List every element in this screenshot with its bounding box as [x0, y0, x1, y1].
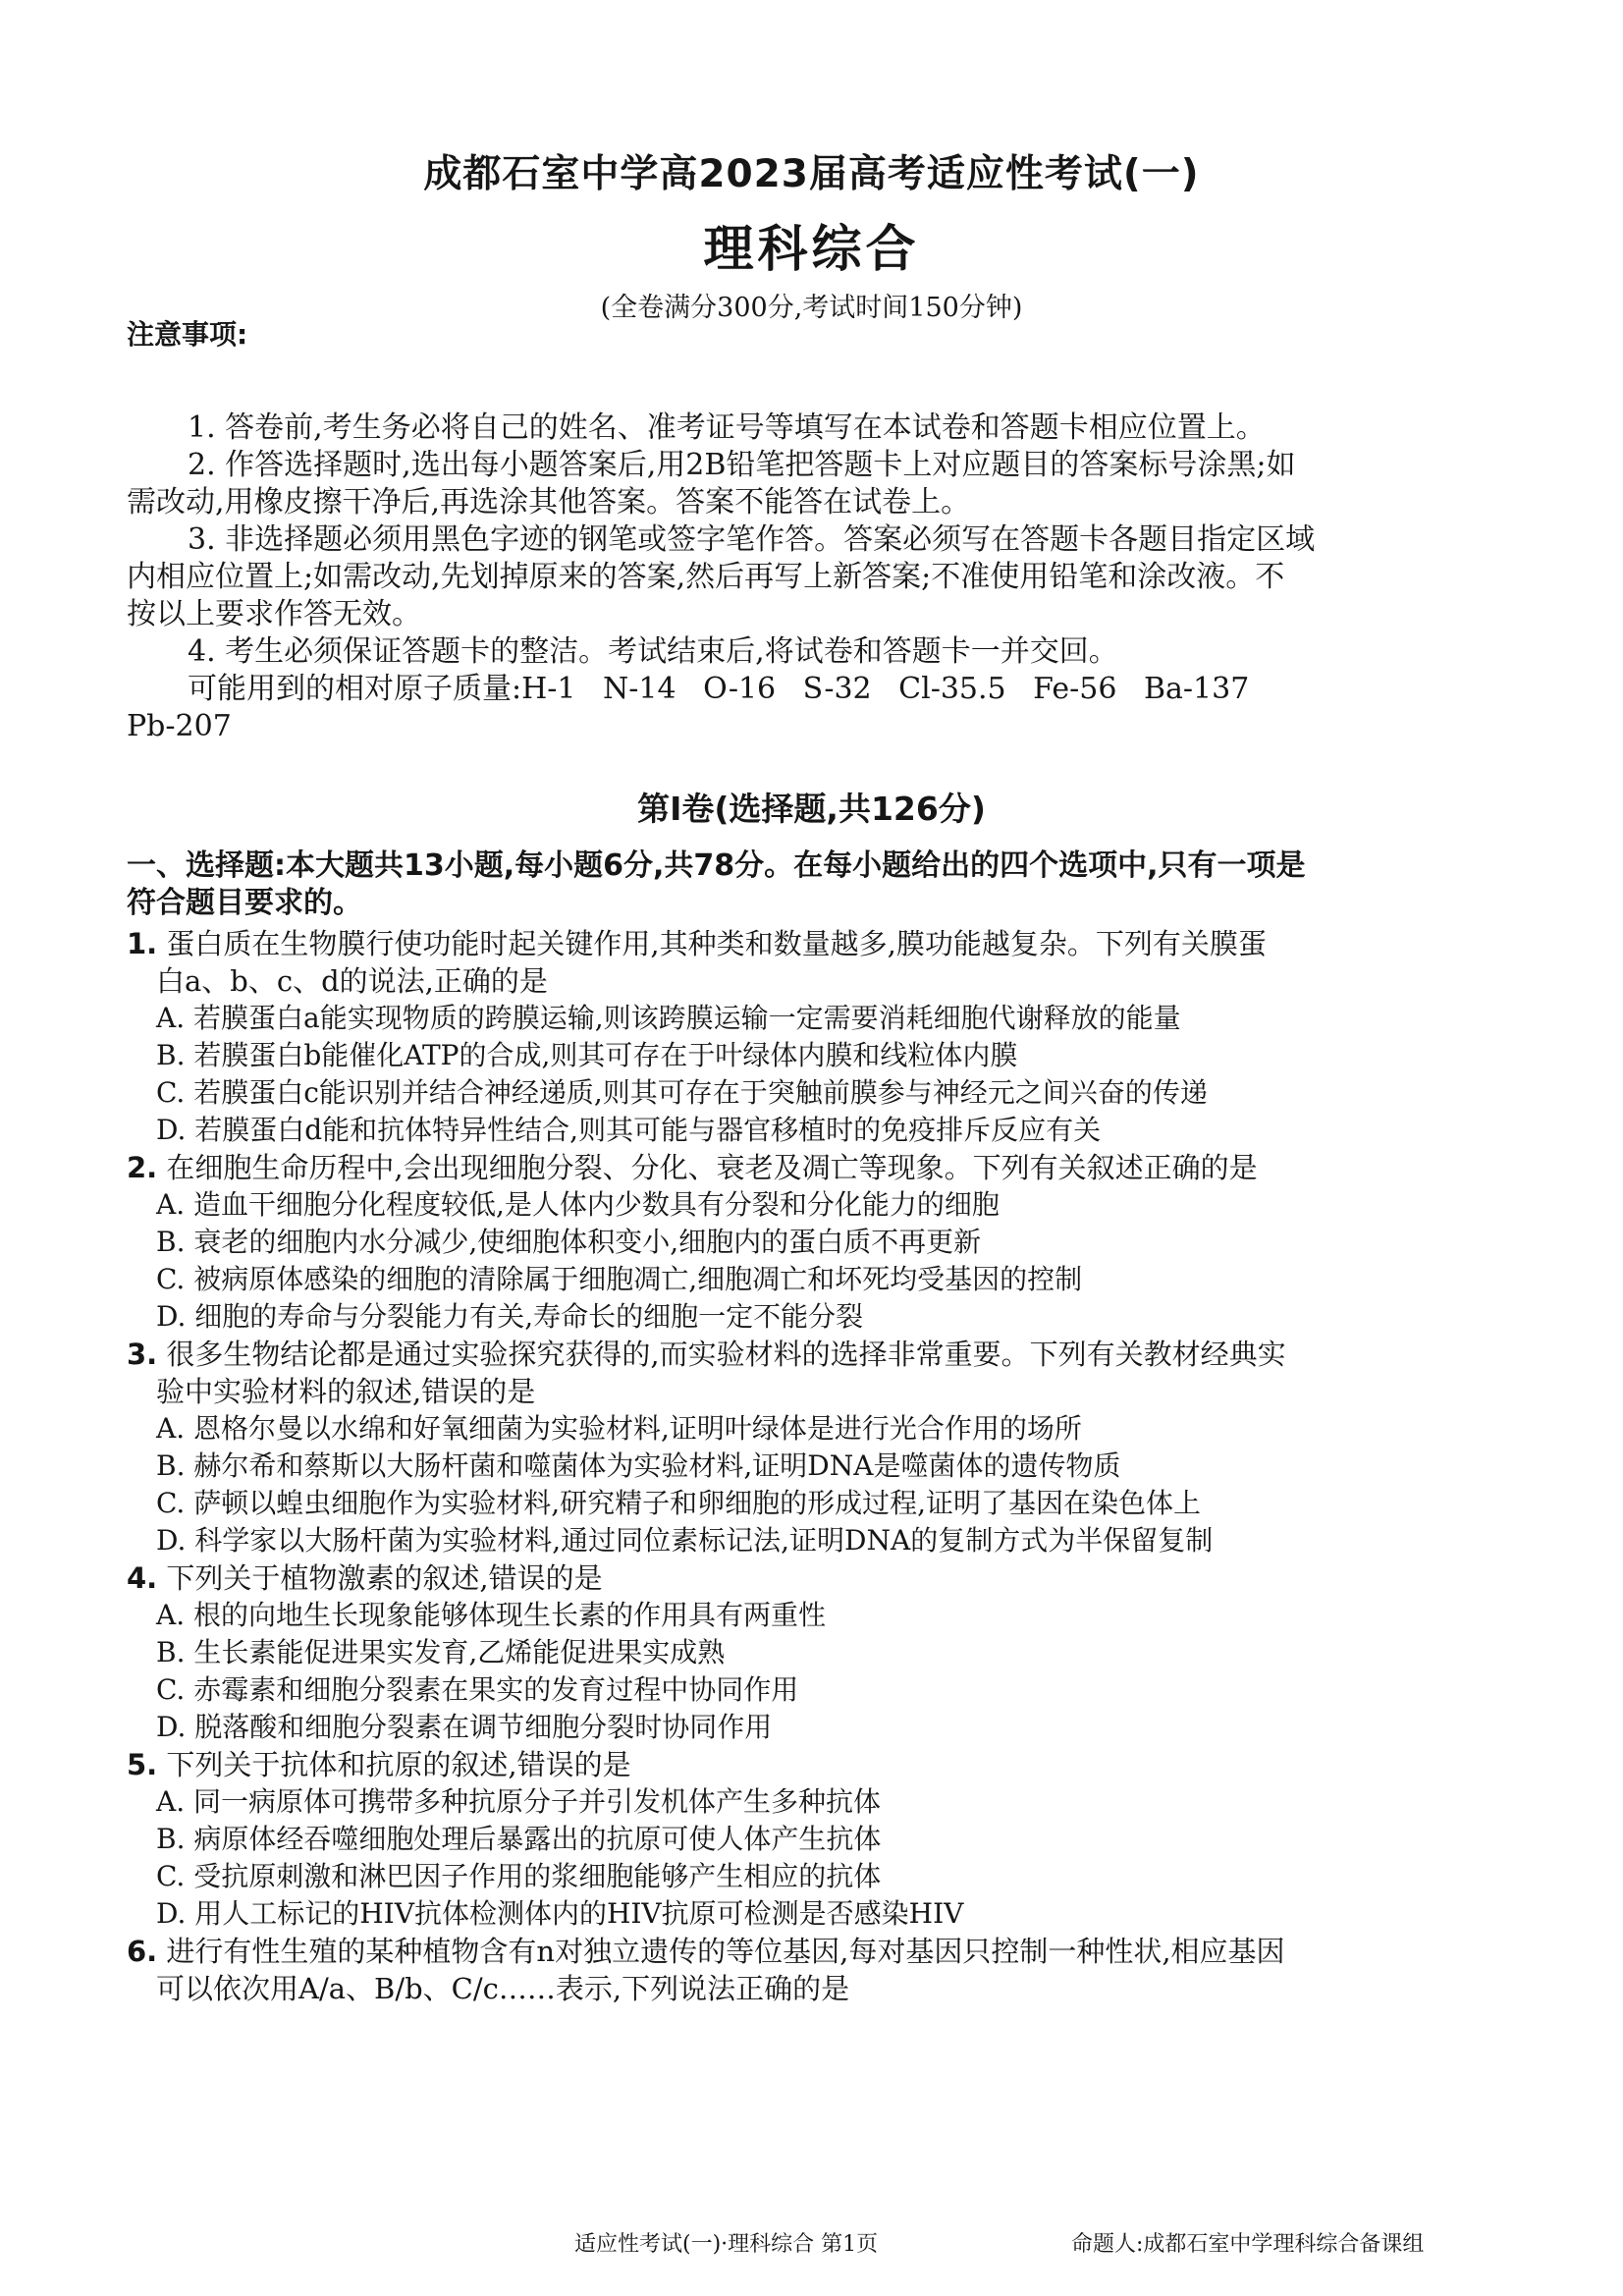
- section-instruction-line-2: 符合题目要求的。: [127, 886, 362, 920]
- question-stem-continued: 白a、b、c、d的说法,正确的是: [156, 964, 548, 998]
- atomic-mass-line-2: Pb-207: [127, 709, 232, 743]
- answer-option: B. 生长素能促进果实发育,乙烯能促进果实成熟: [156, 1636, 726, 1668]
- atomic-mass-line-1: 可能用到的相对原子质量:H-1 N-14 O-16 S-32 Cl-35.5 Fe-56 Ba-137: [188, 672, 1250, 706]
- question-6: [127, 1933, 1501, 2007]
- question-stem: [127, 925, 1501, 962]
- section-instruction-line-1: 一、选择题:本大题共13小题,每小题6分,共78分。在每小题给出的四个选项中,只有一项是: [127, 848, 1306, 883]
- notice-item-4: 4. 考生必须保证答题卡的整洁。考试结束后,将试卷和答题卡一并交回。: [188, 634, 1118, 669]
- question-stem-text: 很多生物结论都是通过实验探究获得的,而实验材料的选择非常重要。下列有关教材经典实: [166, 1338, 1286, 1371]
- answer-option: C. 萨顿以蝗虫细胞作为实验材料,研究精子和卵细胞的形成过程,证明了基因在染色体上: [156, 1487, 1202, 1519]
- question-stem-text: 进行有性生殖的某种植物含有n对独立遗传的等位基因,每对基因只控制一种性状,相应基因: [166, 1935, 1285, 1968]
- answer-option: B. 若膜蛋白b能催化ATP的合成,则其可存在于叶绿体内膜和线粒体内膜: [156, 1039, 1018, 1071]
- answer-option: B. 赫尔希和蔡斯以大肠杆菌和噬菌体为实验材料,证明DNA是噬菌体的遗传物质: [156, 1449, 1121, 1482]
- question-list: [127, 925, 1501, 2007]
- question-stem-text: 下列关于植物激素的叙述,错误的是: [166, 1561, 603, 1595]
- question-stem: [127, 1933, 1501, 1970]
- answer-option: D. 用人工标记的HIV抗体检测体内的HIV抗原可检测是否感染HIV: [156, 1897, 964, 1930]
- question-stem: [127, 1746, 1501, 1783]
- notice-item-2-line-1: 2. 作答选择题时,选出每小题答案后,用2B铅笔把答题卡上对应题目的答案标号涂黑;如: [188, 448, 1296, 482]
- notice-item-3-line-2: 内相应位置上;如需改动,先划掉原来的答案,然后再写上新答案;不准使用铅笔和涂改液。不: [127, 560, 1285, 594]
- answer-option: A. 若膜蛋白a能实现物质的跨膜运输,则该跨膜运输一定需要消耗细胞代谢释放的能量: [156, 1002, 1181, 1034]
- answer-option: C. 赤霉素和细胞分裂素在果实的发育过程中协同作用: [156, 1673, 799, 1706]
- question-stem-continued: 验中实验材料的叙述,错误的是: [156, 1375, 536, 1408]
- notice-heading: 注意事项:: [127, 318, 248, 351]
- answer-option: A. 根的向地生长现象能够体现生长素的作用具有两重性: [156, 1599, 827, 1631]
- answer-option: A. 恩格尔曼以水绵和好氧细菌为实验材料,证明叶绿体是进行光合作用的场所: [156, 1412, 1082, 1445]
- answer-option: D. 若膜蛋白d能和抗体特异性结合,则其可能与器官移植时的免疫排斥反应有关: [156, 1114, 1102, 1146]
- footer-author: 命题人:成都石室中学理科综合备课组: [1071, 2232, 1425, 2257]
- question-stem: [127, 1149, 1501, 1186]
- notice-block: [127, 410, 1482, 745]
- answer-option: A. 造血干细胞分化程度较低,是人体内少数具有分裂和分化能力的细胞: [156, 1188, 1000, 1221]
- question-stem-continued: 可以依次用A/a、B/b、C/c……表示,下列说法正确的是: [156, 1972, 850, 2005]
- answer-option: B. 衰老的细胞内水分减少,使细胞体积变小,细胞内的蛋白质不再更新: [156, 1226, 982, 1258]
- question-stem: [127, 1336, 1501, 1373]
- question-stem-text: 在细胞生命历程中,会出现细胞分裂、分化、衰老及凋亡等现象。下列有关叙述正确的是: [166, 1151, 1258, 1184]
- footer-page-label: 适应性考试(一)·理科综合 第1页: [574, 2232, 879, 2257]
- answer-option: B. 病原体经吞噬细胞处理后暴露出的抗原可使人体产生抗体: [156, 1823, 882, 1855]
- notice-item-2-line-2: 需改动,用橡皮擦干净后,再选涂其他答案。答案不能答在试卷上。: [127, 485, 971, 519]
- question-stem: [127, 1559, 1501, 1597]
- question-number: 1.: [127, 927, 158, 960]
- question-3: [127, 1336, 1501, 1559]
- question-number: 6.: [127, 1935, 158, 1968]
- question-2: [127, 1149, 1501, 1336]
- section-title: 第Ⅰ卷(选择题,共126分): [637, 790, 986, 828]
- exam-meta: (全卷满分300分,考试时间150分钟): [600, 293, 1023, 323]
- section-instruction: [127, 847, 1482, 922]
- answer-option: C. 若膜蛋白c能识别并结合神经递质,则其可存在于突触前膜参与神经元之间兴奋的传递: [156, 1076, 1208, 1109]
- answer-option: D. 细胞的寿命与分裂能力有关,寿命长的细胞一定不能分裂: [156, 1300, 864, 1333]
- question-stem-text: 下列关于抗体和抗原的叙述,错误的是: [166, 1748, 631, 1781]
- notice-item-3-line-3: 按以上要求作答无效。: [127, 597, 421, 631]
- question-5: [127, 1746, 1501, 1933]
- question-number: 3.: [127, 1338, 158, 1371]
- answer-option: C. 受抗原刺激和淋巴因子作用的浆细胞能够产生相应的抗体: [156, 1860, 882, 1892]
- question-4: [127, 1559, 1501, 1746]
- question-stem-text: 蛋白质在生物膜行使功能时起关键作用,其种类和数量越多,膜功能越复杂。下列有关膜蛋: [166, 927, 1267, 960]
- notice-item-1: 1. 答卷前,考生务必将自己的姓名、准考证号等填写在本试卷和答题卡相应位置上。: [188, 410, 1266, 445]
- answer-option: D. 脱落酸和细胞分裂素在调节细胞分裂时协同作用: [156, 1711, 773, 1743]
- question-number: 4.: [127, 1561, 158, 1595]
- answer-option: A. 同一病原体可携带多种抗原分子并引发机体产生多种抗体: [156, 1785, 882, 1818]
- answer-option: C. 被病原体感染的细胞的清除属于细胞凋亡,细胞凋亡和坏死均受基因的控制: [156, 1263, 1083, 1295]
- question-1: [127, 925, 1501, 1149]
- notice-item-3-line-1: 3. 非选择题必须用黑色字迹的钢笔或签字笔作答。答案必须写在答题卡各题目指定区域: [188, 522, 1316, 557]
- answer-option: D. 科学家以大肠杆菌为实验材料,通过同位素标记法,证明DNA的复制方式为半保留复制: [156, 1524, 1214, 1557]
- question-number: 5.: [127, 1748, 158, 1781]
- subject-title: 理科综合: [703, 221, 920, 279]
- exam-title: 成都石室中学高2023届高考适应性考试(一): [423, 152, 1200, 196]
- question-number: 2.: [127, 1151, 158, 1184]
